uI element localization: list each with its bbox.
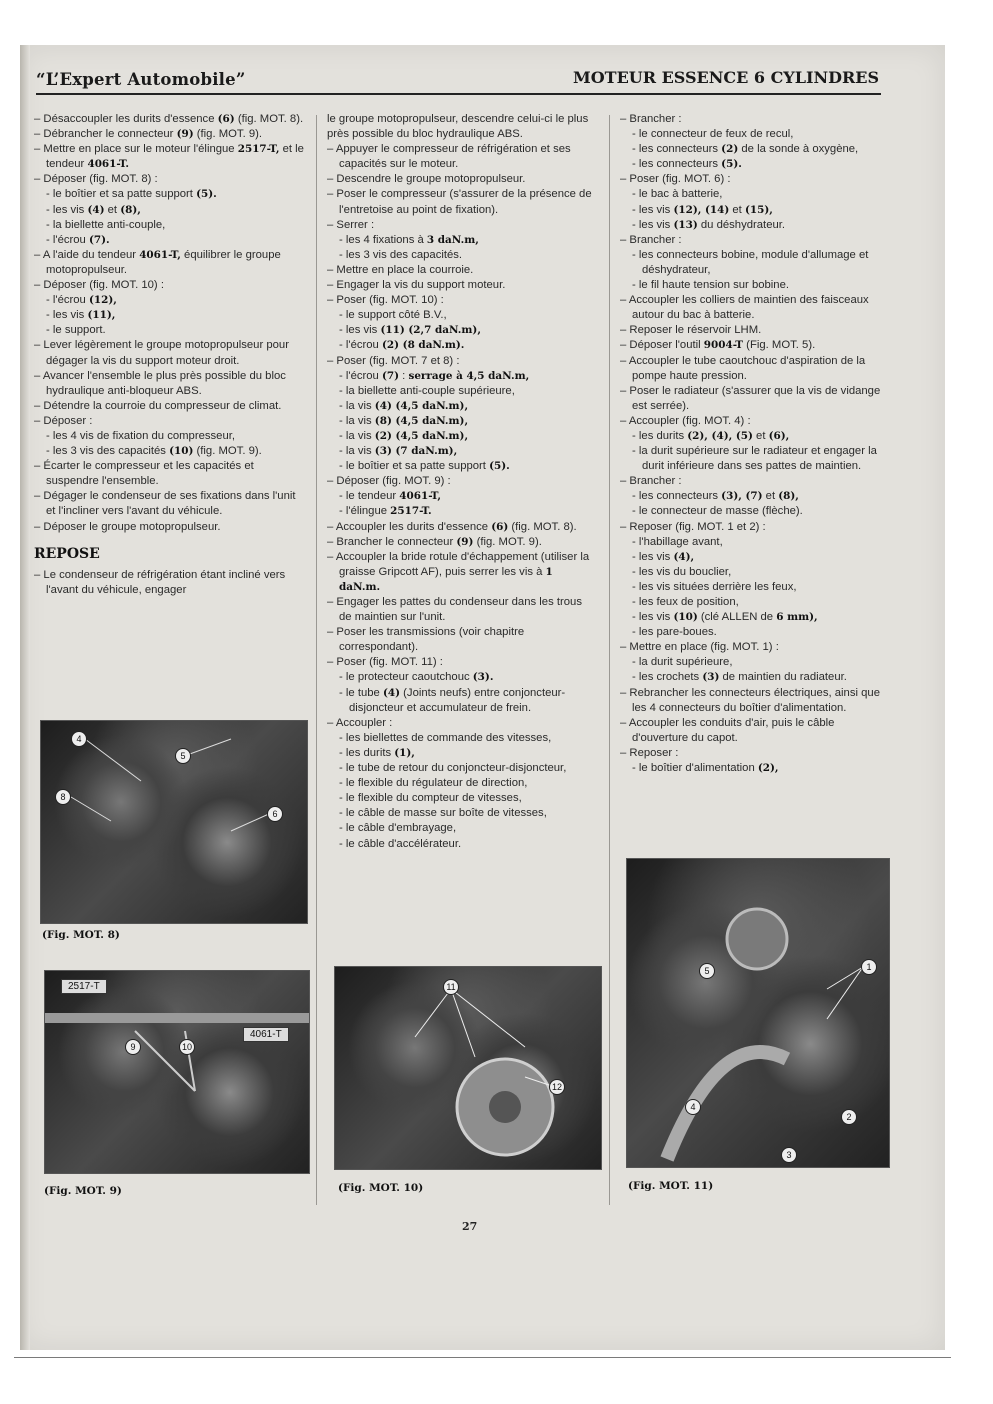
procedure-step: – Accoupler les colliers de maintien des faisceaux autour du bac à batterie.	[620, 293, 888, 323]
procedure-step: – Mettre en place la courroie.	[327, 263, 597, 278]
procedure-step: – Déposer (fig. MOT. 9) :	[327, 474, 597, 489]
sub-item: - les vis (11),	[34, 308, 304, 323]
procedure-step: – Déposer le groupe motopropulseur.	[34, 520, 304, 535]
sub-item: - la durit supérieure,	[620, 655, 888, 670]
procedure-step: – Déposer (fig. MOT. 10) :	[34, 278, 304, 293]
procedure-step: – Désaccoupler les durits d'essence (6) (fig. MOT. 8).	[34, 112, 304, 127]
procedure-step: – Brancher :	[620, 474, 888, 489]
sub-item: - la durit supérieure sur le radiateur et engager la durit inférieure dans ses pattes de maintien.	[620, 444, 888, 474]
procedure-step: – Accoupler :	[327, 716, 597, 731]
sub-item: - le connecteur de masse (flèche).	[620, 504, 888, 519]
sub-item: - le tube de retour du conjoncteur-disjoncteur,	[327, 761, 597, 776]
callout-marker: 10	[179, 1039, 195, 1055]
sub-item: - le support.	[34, 323, 304, 338]
sub-item: - les vis (12), (14) et (15),	[620, 203, 888, 218]
sub-item: - l'habillage avant,	[620, 535, 888, 550]
sub-item: - le fil haute tension sur bobine.	[620, 278, 888, 293]
procedure-step: – Le condenseur de réfrigération étant incliné vers l'avant du véhicule, engager	[34, 568, 304, 598]
header-divider	[36, 93, 881, 95]
sub-item: - le boîtier et sa patte support (5).	[327, 459, 597, 474]
sub-item: - les feux de position,	[620, 595, 888, 610]
procedure-step: – Avancer l'ensemble le plus près possible du bloc hydraulique anti-bloqueur ABS.	[34, 369, 304, 399]
figure-mot-11-caption: (Fig. MOT. 11)	[628, 1180, 714, 1192]
procedure-step: – Reposer :	[620, 746, 888, 761]
callout-marker: 5	[175, 748, 191, 764]
section-title: MOTEUR ESSENCE 6 CYLINDRES	[573, 68, 879, 87]
sub-item: - le bac à batterie,	[620, 187, 888, 202]
callout-marker: 1	[861, 959, 877, 975]
sub-item: - l'élingue 2517-T.	[327, 504, 597, 519]
callout-marker: 4	[685, 1099, 701, 1115]
figure-mot-10-caption: (Fig. MOT. 10)	[338, 1182, 424, 1194]
figure-mot-11-photo	[626, 858, 890, 1168]
text-column-3	[620, 112, 888, 776]
procedure-step: – Poser les transmissions (voir chapitre correspondant).	[327, 625, 597, 655]
text-column-1	[34, 112, 304, 598]
procedure-step: – Poser (fig. MOT. 6) :	[620, 172, 888, 187]
sub-item: - les 4 fixations à 3 daN.m,	[327, 233, 597, 248]
callout-marker: 8	[55, 789, 71, 805]
procedure-step: – Reposer (fig. MOT. 1 et 2) :	[620, 520, 888, 535]
procedure-step: – Accoupler le tube caoutchouc d'aspiration de la pompe haute pression.	[620, 354, 888, 384]
sub-item: - la vis (8) (4,5 daN.m),	[327, 414, 597, 429]
column-divider	[316, 115, 317, 1205]
sub-item: - la vis (2) (4,5 daN.m),	[327, 429, 597, 444]
callout-marker: 4	[71, 731, 87, 747]
callout-marker: 2	[841, 1109, 857, 1125]
sub-item: - les connecteurs bobine, module d'allumage et déshydrateur,	[620, 248, 888, 278]
sub-item: - les durits (2), (4), (5) et (6),	[620, 429, 888, 444]
procedure-step: – Rebrancher les connecteurs électriques, ainsi que les 4 connecteurs du boîtier d'alimentation.	[620, 686, 888, 716]
figure-mot-8-caption: (Fig. MOT. 8)	[42, 929, 120, 941]
procedure-step: – Serrer :	[327, 218, 597, 233]
sub-item: - le tendeur 4061-T,	[327, 489, 597, 504]
procedure-step: – Poser (fig. MOT. 7 et 8) :	[327, 354, 597, 369]
procedure-step: – Poser le compresseur (s'assurer de la présence de l'entretoise au point de fixation).	[327, 187, 597, 217]
sub-item: - l'écrou (12),	[34, 293, 304, 308]
procedure-step: – Accoupler la bride rotule d'échappement (utiliser la graisse Gripcott AF), puis serrer les vis à 1 daN.m.	[327, 550, 597, 595]
callout-marker: 11	[443, 979, 459, 995]
sub-item: - le tube (4) (Joints neufs) entre conjoncteur-disjoncteur et accumulateur de frein.	[327, 686, 597, 716]
sub-item: - la vis (4) (4,5 daN.m),	[327, 399, 597, 414]
sub-item: - les vis (4),	[620, 550, 888, 565]
procedure-step: – Reposer le réservoir LHM.	[620, 323, 888, 338]
sub-item: - les vis situées derrière les feux,	[620, 580, 888, 595]
sub-item: - les vis du bouclier,	[620, 565, 888, 580]
sub-item: - le support côté B.V.,	[327, 308, 597, 323]
figure-mot-10-photo	[334, 966, 602, 1170]
sub-item: - la biellette anti-couple,	[34, 218, 304, 233]
text-column-2	[327, 112, 597, 852]
sub-item: - les connecteurs (2) de la sonde à oxygène,	[620, 142, 888, 157]
procedure-step: – Déposer l'outil 9004-T (Fig. MOT. 5).	[620, 338, 888, 353]
figure-mot-8-photo	[40, 720, 308, 924]
column-divider	[609, 115, 610, 1205]
sub-item: - les connecteurs (5).	[620, 157, 888, 172]
sub-item: - les biellettes de commande des vitesses,	[327, 731, 597, 746]
callout-marker: 9	[125, 1039, 141, 1055]
paragraph: le groupe motopropulseur, descendre celui-ci le plus près possible du bloc hydraulique ABS.	[327, 113, 589, 141]
callout-marker: 5	[699, 963, 715, 979]
sub-item: - les 3 vis des capacités (10) (fig. MOT. 9).	[34, 444, 304, 459]
procedure-step: – Poser (fig. MOT. 11) :	[327, 655, 597, 670]
section-heading: REPOSE	[34, 545, 100, 562]
figure-mot-9-photo	[44, 970, 310, 1174]
sub-item: - le connecteur de feux de recul,	[620, 127, 888, 142]
page-number: 27	[462, 1220, 478, 1233]
tool-label-2517-t: 2517-T	[61, 979, 107, 994]
callout-marker: 12	[549, 1079, 565, 1095]
callout-marker: 3	[781, 1147, 797, 1163]
sub-item: - les 3 vis des capacités.	[327, 248, 597, 263]
procedure-step: – Engager la vis du support moteur.	[327, 278, 597, 293]
procedure-step: – Brancher :	[620, 112, 888, 127]
procedure-step: – Accoupler les durits d'essence (6) (fig. MOT. 8).	[327, 520, 597, 535]
sub-item: - l'écrou (7) : serrage à 4,5 daN.m,	[327, 369, 597, 384]
sub-item: - le flexible du régulateur de direction,	[327, 776, 597, 791]
procedure-step: – Déposer (fig. MOT. 8) :	[34, 172, 304, 187]
sub-item: - la biellette anti-couple supérieure,	[327, 384, 597, 399]
procedure-step: – Brancher :	[620, 233, 888, 248]
procedure-step: – Dégager le condenseur de ses fixations dans l'unit et l'incliner vers l'avant du véhicule.	[34, 489, 304, 519]
figure-mot-9-caption: (Fig. MOT. 9)	[44, 1185, 122, 1197]
sub-item: - le boîtier d'alimentation (2),	[620, 761, 888, 776]
procedure-step: – Descendre le groupe motopropulseur.	[327, 172, 597, 187]
sub-item: - les 4 vis de fixation du compresseur,	[34, 429, 304, 444]
procedure-step: – Accoupler les conduits d'air, puis le câble d'ouverture du capot.	[620, 716, 888, 746]
sub-item: - les crochets (3) de maintien du radiateur.	[620, 670, 888, 685]
procedure-step: – Engager les pattes du condenseur dans les trous de maintien sur l'unit.	[327, 595, 597, 625]
procedure-step: – Mettre en place sur le moteur l'élingue 2517-T, et le tendeur 4061-T.	[34, 142, 304, 172]
callout-marker: 6	[267, 806, 283, 822]
sub-item: - le boîtier et sa patte support (5).	[34, 187, 304, 202]
sub-item: - le flexible du compteur de vitesses,	[327, 791, 597, 806]
procedure-step: – Détendre la courroie du compresseur de climat.	[34, 399, 304, 414]
sub-item: - les vis (10) (clé ALLEN de 6 mm),	[620, 610, 888, 625]
procedure-step: – Brancher le connecteur (9) (fig. MOT. 9).	[327, 535, 597, 550]
tool-label-4061-t: 4061-T	[243, 1027, 289, 1042]
procedure-step: – Appuyer le compresseur de réfrigération et ses capacités sur le moteur.	[327, 142, 597, 172]
procedure-step: – Poser le radiateur (s'assurer que la vis de vidange est serrée).	[620, 384, 888, 414]
procedure-step: – Mettre en place (fig. MOT. 1) :	[620, 640, 888, 655]
magazine-title: “L’Expert Automobile”	[36, 70, 246, 89]
sub-item: - le câble d'embrayage,	[327, 821, 597, 836]
sub-item: - les pare-boues.	[620, 625, 888, 640]
procedure-step: – Lever légèrement le groupe motopropulseur pour dégager la vis du support moteur droit.	[34, 338, 304, 368]
bottom-divider	[14, 1357, 951, 1358]
procedure-step: – Débrancher le connecteur (9) (fig. MOT. 9).	[34, 127, 304, 142]
procedure-step: – Accoupler (fig. MOT. 4) :	[620, 414, 888, 429]
sub-item: - les vis (13) du déshydrateur.	[620, 218, 888, 233]
sub-item: - l'écrou (2) (8 daN.m).	[327, 338, 597, 353]
procedure-step: – Déposer :	[34, 414, 304, 429]
sub-item: - les vis (4) et (8),	[34, 203, 304, 218]
sub-item: - le câble de masse sur boîte de vitesses,	[327, 806, 597, 821]
sub-item: - le câble d'accélérateur.	[327, 837, 597, 852]
sub-item: - le protecteur caoutchouc (3).	[327, 670, 597, 685]
sub-item: - les connecteurs (3), (7) et (8),	[620, 489, 888, 504]
procedure-step: – Poser (fig. MOT. 10) :	[327, 293, 597, 308]
procedure-step: – A l'aide du tendeur 4061-T, équilibrer le groupe motopropulseur.	[34, 248, 304, 278]
procedure-step: – Écarter le compresseur et les capacités et suspendre l'ensemble.	[34, 459, 304, 489]
sub-item: - les vis (11) (2,7 daN.m),	[327, 323, 597, 338]
sub-item: - les durits (1),	[327, 746, 597, 761]
sub-item: - la vis (3) (7 daN.m),	[327, 444, 597, 459]
sub-item: - l'écrou (7).	[34, 233, 304, 248]
